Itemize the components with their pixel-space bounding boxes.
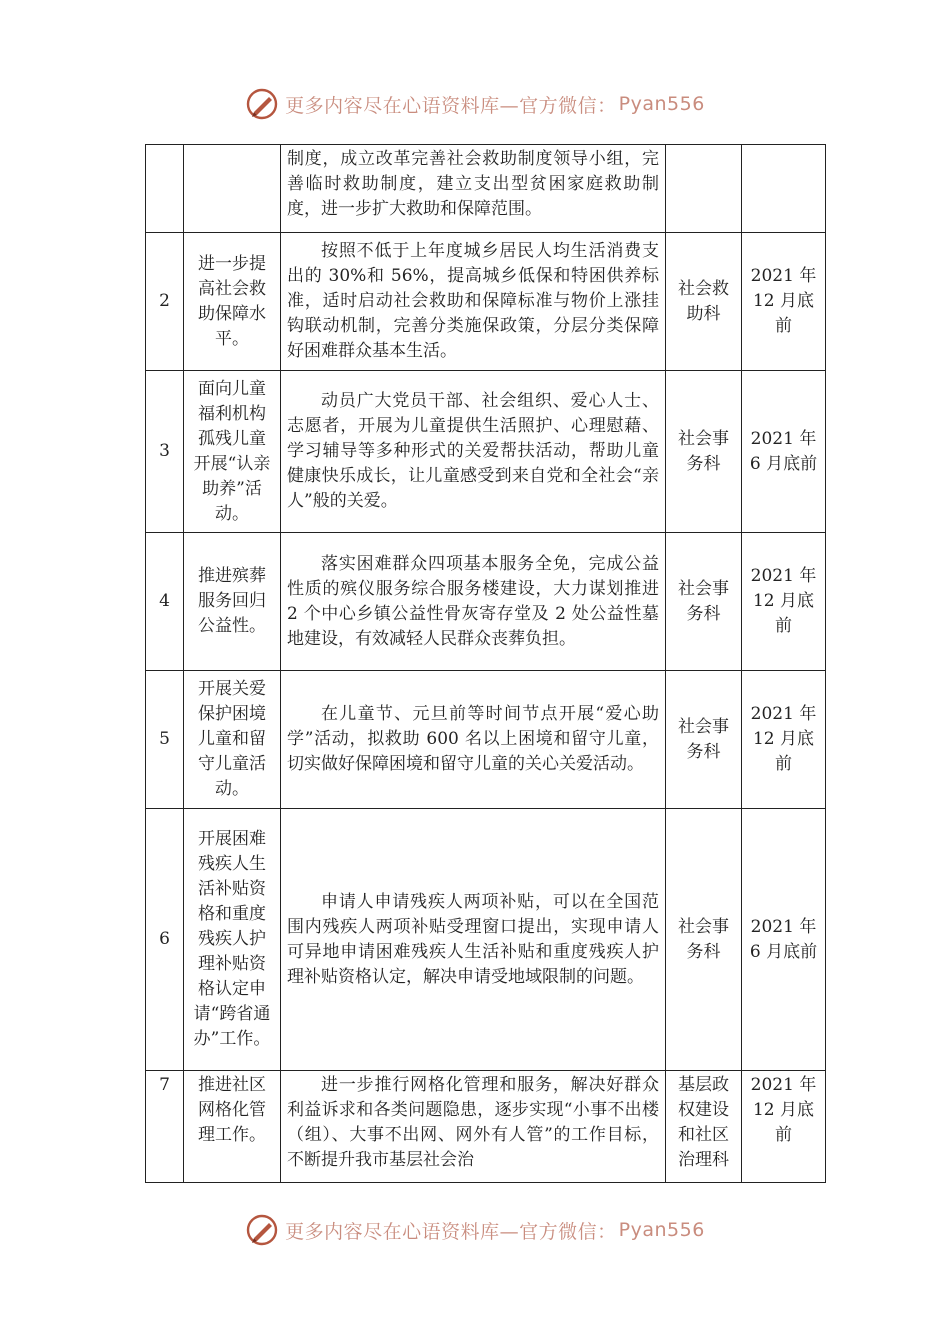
table-row: [146, 1071, 826, 1183]
row-date: [742, 145, 826, 233]
row-date: 2021 年 12 月底前: [742, 1071, 826, 1183]
row-date: 2021 年 12 月底前: [742, 671, 826, 809]
watermark-header: [0, 84, 950, 124]
row-task: 开展关爱保护困境儿童和留守儿童活动。: [184, 671, 281, 809]
row-task: 推进社区网格化管理工作。: [184, 1071, 281, 1183]
row-dept: 基层政权建设和社区治理科: [666, 1071, 742, 1183]
row-number: 4: [146, 533, 184, 671]
row-number: 6: [146, 809, 184, 1071]
row-dept: 社会事务科: [666, 809, 742, 1071]
row-content: 动员广大党员干部、社会组织、爱心人士、志愿者，开展为儿童提供生活照护、心理慰藉、学习辅导等多种形式的关爱帮扶活动，帮助儿童健康快乐成长，让儿童感受到来自党和全社会“亲人”般的关爱。: [281, 371, 666, 533]
row-dept: 社会救助科: [666, 233, 742, 371]
row-task: 面向儿童福利机构孤残儿童开展“认亲助养”活动。: [184, 371, 281, 533]
row-number: 5: [146, 671, 184, 809]
row-date: 2021 年 12 月底前: [742, 533, 826, 671]
watermark-footer: [0, 1210, 950, 1250]
task-table: [145, 144, 826, 1183]
row-dept: 社会事务科: [666, 371, 742, 533]
row-task: [184, 145, 281, 233]
row-dept: 社会事务科: [666, 533, 742, 671]
row-number: 2: [146, 233, 184, 371]
row-content: 在儿童节、元旦前等时间节点开展“爱心助学”活动，拟救助 600 名以上困境和留守儿童，切实做好保障困境和留守儿童的关心关爱活动。: [281, 671, 666, 809]
watermark-id: Pyan556: [618, 93, 705, 115]
row-date: 2021 年 12 月底前: [742, 233, 826, 371]
watermark-id: Pyan556: [618, 1219, 705, 1241]
watermark-text: 更多内容尽在心语资料库—官方微信：: [285, 94, 617, 117]
row-task: 开展困难残疾人生活补贴资格和重度残疾人护理补贴资格认定申请“跨省通办”工作。: [184, 809, 281, 1071]
row-number: [146, 145, 184, 233]
row-dept: 社会事务科: [666, 671, 742, 809]
row-task: 推进殡葬服务回归公益性。: [184, 533, 281, 671]
row-number: 3: [146, 371, 184, 533]
row-dept: [666, 145, 742, 233]
row-task: 进一步提高社会救助保障水平。: [184, 233, 281, 371]
row-content: 进一步推行网格化管理和服务，解决好群众利益诉求和各类问题隐患，逐步实现“小事不出楼（组）、大事不出网、网外有人管”的工作目标，不断提升我市基层社会治: [281, 1071, 666, 1183]
row-number: 7: [146, 1071, 184, 1183]
table-row: [146, 809, 826, 1071]
table-row: [146, 371, 826, 533]
row-content: 制度，成立改革完善社会救助制度领导小组，完善临时救助制度，建立支出型贫困家庭救助制度，进一步扩大救助和保障范围。: [281, 145, 666, 233]
row-date: 2021 年 6 月底前: [742, 809, 826, 1071]
table-row: [146, 145, 826, 233]
row-content: 按照不低于上年度城乡居民人均生活消费支出的 30%和 56%，提高城乡低保和特困供养标准，适时启动社会救助和保障标准与物价上涨挂钩联动机制，完善分类施保政策，分层分类保障好困难群众基本生活。: [281, 233, 666, 371]
row-content: 落实困难群众四项基本服务全免，完成公益性质的殡仪服务综合服务楼建设，大力谋划推进 2 个中心乡镇公益性骨灰寄存堂及 2 处公益性墓地建设，有效减轻人民群众丧葬负担。: [281, 533, 666, 671]
table-row: [146, 671, 826, 809]
table-row: [146, 533, 826, 671]
table-row: [146, 233, 826, 371]
pen-logo-icon: [245, 87, 279, 121]
watermark-text: 更多内容尽在心语资料库—官方微信：: [285, 1220, 617, 1243]
row-date: 2021 年 6 月底前: [742, 371, 826, 533]
pen-logo-icon: [245, 1213, 279, 1247]
row-content: 申请人申请残疾人两项补贴，可以在全国范围内残疾人两项补贴受理窗口提出，实现申请人可异地申请困难残疾人生活补贴和重度残疾人护理补贴资格认定，解决申请受地域限制的问题。: [281, 809, 666, 1071]
